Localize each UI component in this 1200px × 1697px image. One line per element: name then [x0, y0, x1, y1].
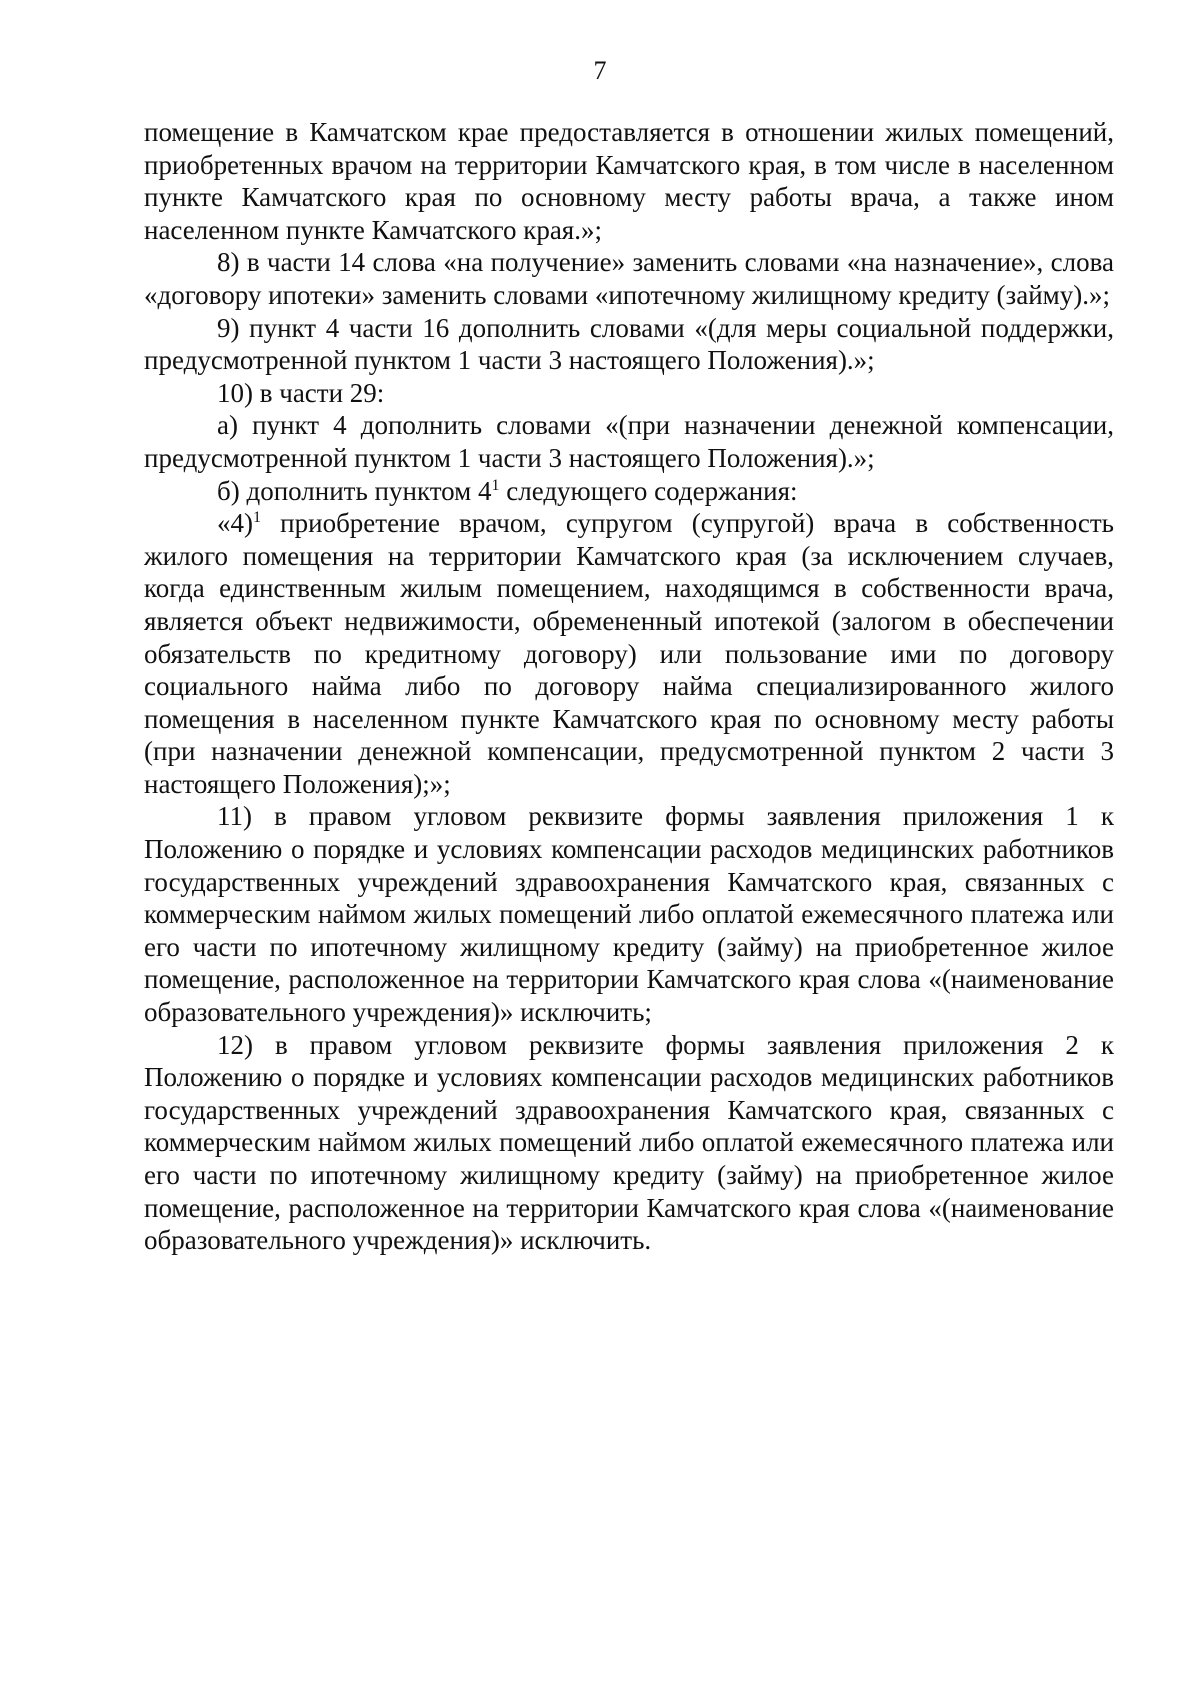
paragraph-text: б) дополнить пунктом 4 [217, 475, 492, 506]
paragraph-item-12: 12) в правом угловом реквизите формы заявления приложения 2 к Положению о порядке и условиях компенсации расходов медицинских работников государственных учреждений здравоохранения Камчатского края, связанных с коммерческим наймом жилых помещений либо оплатой ежемесячного платежа или его части по ипотечному жилищному кредиту (займу) на приобретенное жилое помещение, расположенное на территории Камчатского края слова «(наименование образовательного учреждения)» исключить. [144, 1029, 1114, 1256]
superscript: 1 [491, 476, 500, 494]
paragraph-item-9: 9) пункт 4 части 16 дополнить словами «(для меры социальной поддержки, предусмотренной пунктом 1 части 3 настоящего Положения).»; [144, 312, 1114, 376]
superscript: 1 [253, 509, 261, 527]
page-number: 7 [593, 56, 607, 85]
paragraph-item-10a: а) пункт 4 дополнить словами «(при назначении денежной компенсации, предусмотренной пунктом 1 части 3 настоящего Положения).»; [144, 410, 1114, 473]
paragraph-item-10: 10) в части 29: [217, 377, 385, 408]
paragraph-continuation: помещение в Камчатском крае предоставляется в отношении жилых помещений, приобретенных врачом на территории Камчатского края, в том числе в населенном пункте Камчатского края по основному месту работы врача, а также ином населенном пункте Камчатского края.»; [144, 117, 1114, 245]
paragraph-item-11: 11) в правом угловом реквизите формы заявления приложения 1 к Положению о порядке и условиях компенсации расходов медицинских работников государственных учреждений здравоохранения Камчатского края, связанных с коммерческим наймом жилых помещений либо оплатой ежемесячного платежа или его части по ипотечному жилищному кредиту (займу) на приобретенное жилое помещение, расположенное на территории Камчатского края слова «(наименование образовательного учреждения)» исключить; [144, 801, 1114, 1028]
paragraph-item-10b [144, 475, 1114, 508]
paragraph-item-4-1-quote [144, 507, 1114, 800]
document-body [144, 116, 1114, 1257]
paragraph-text: следующего содержания: [499, 475, 798, 506]
paragraph-item-8: 8) в части 14 слова «на получение» заменить словами «на назначение», слова «договору ипотеки» заменить словами «ипотечному жилищному кредиту (займу).»; [144, 247, 1114, 310]
paragraph-text: «4) [217, 508, 253, 539]
paragraph-text: приобретение врачом, супругом (супругой) врача в собственность жилого помещения на территории Камчатского края (за исключением случаев, когда единственным жилым помещением, находящимся в собственности врача, является объект недвижимости, обремененный ипотекой (залогом в обеспечении обязательств по кредитному договору) или пользование ими по договору социального найма либо по договору найма специализированного жилого помещения в населенном пункте Камчатского края по основному месту работы (при назначении денежной компенсации, предусмотренной пунктом 2 части 3 настоящего Положения);»; [144, 508, 1114, 799]
